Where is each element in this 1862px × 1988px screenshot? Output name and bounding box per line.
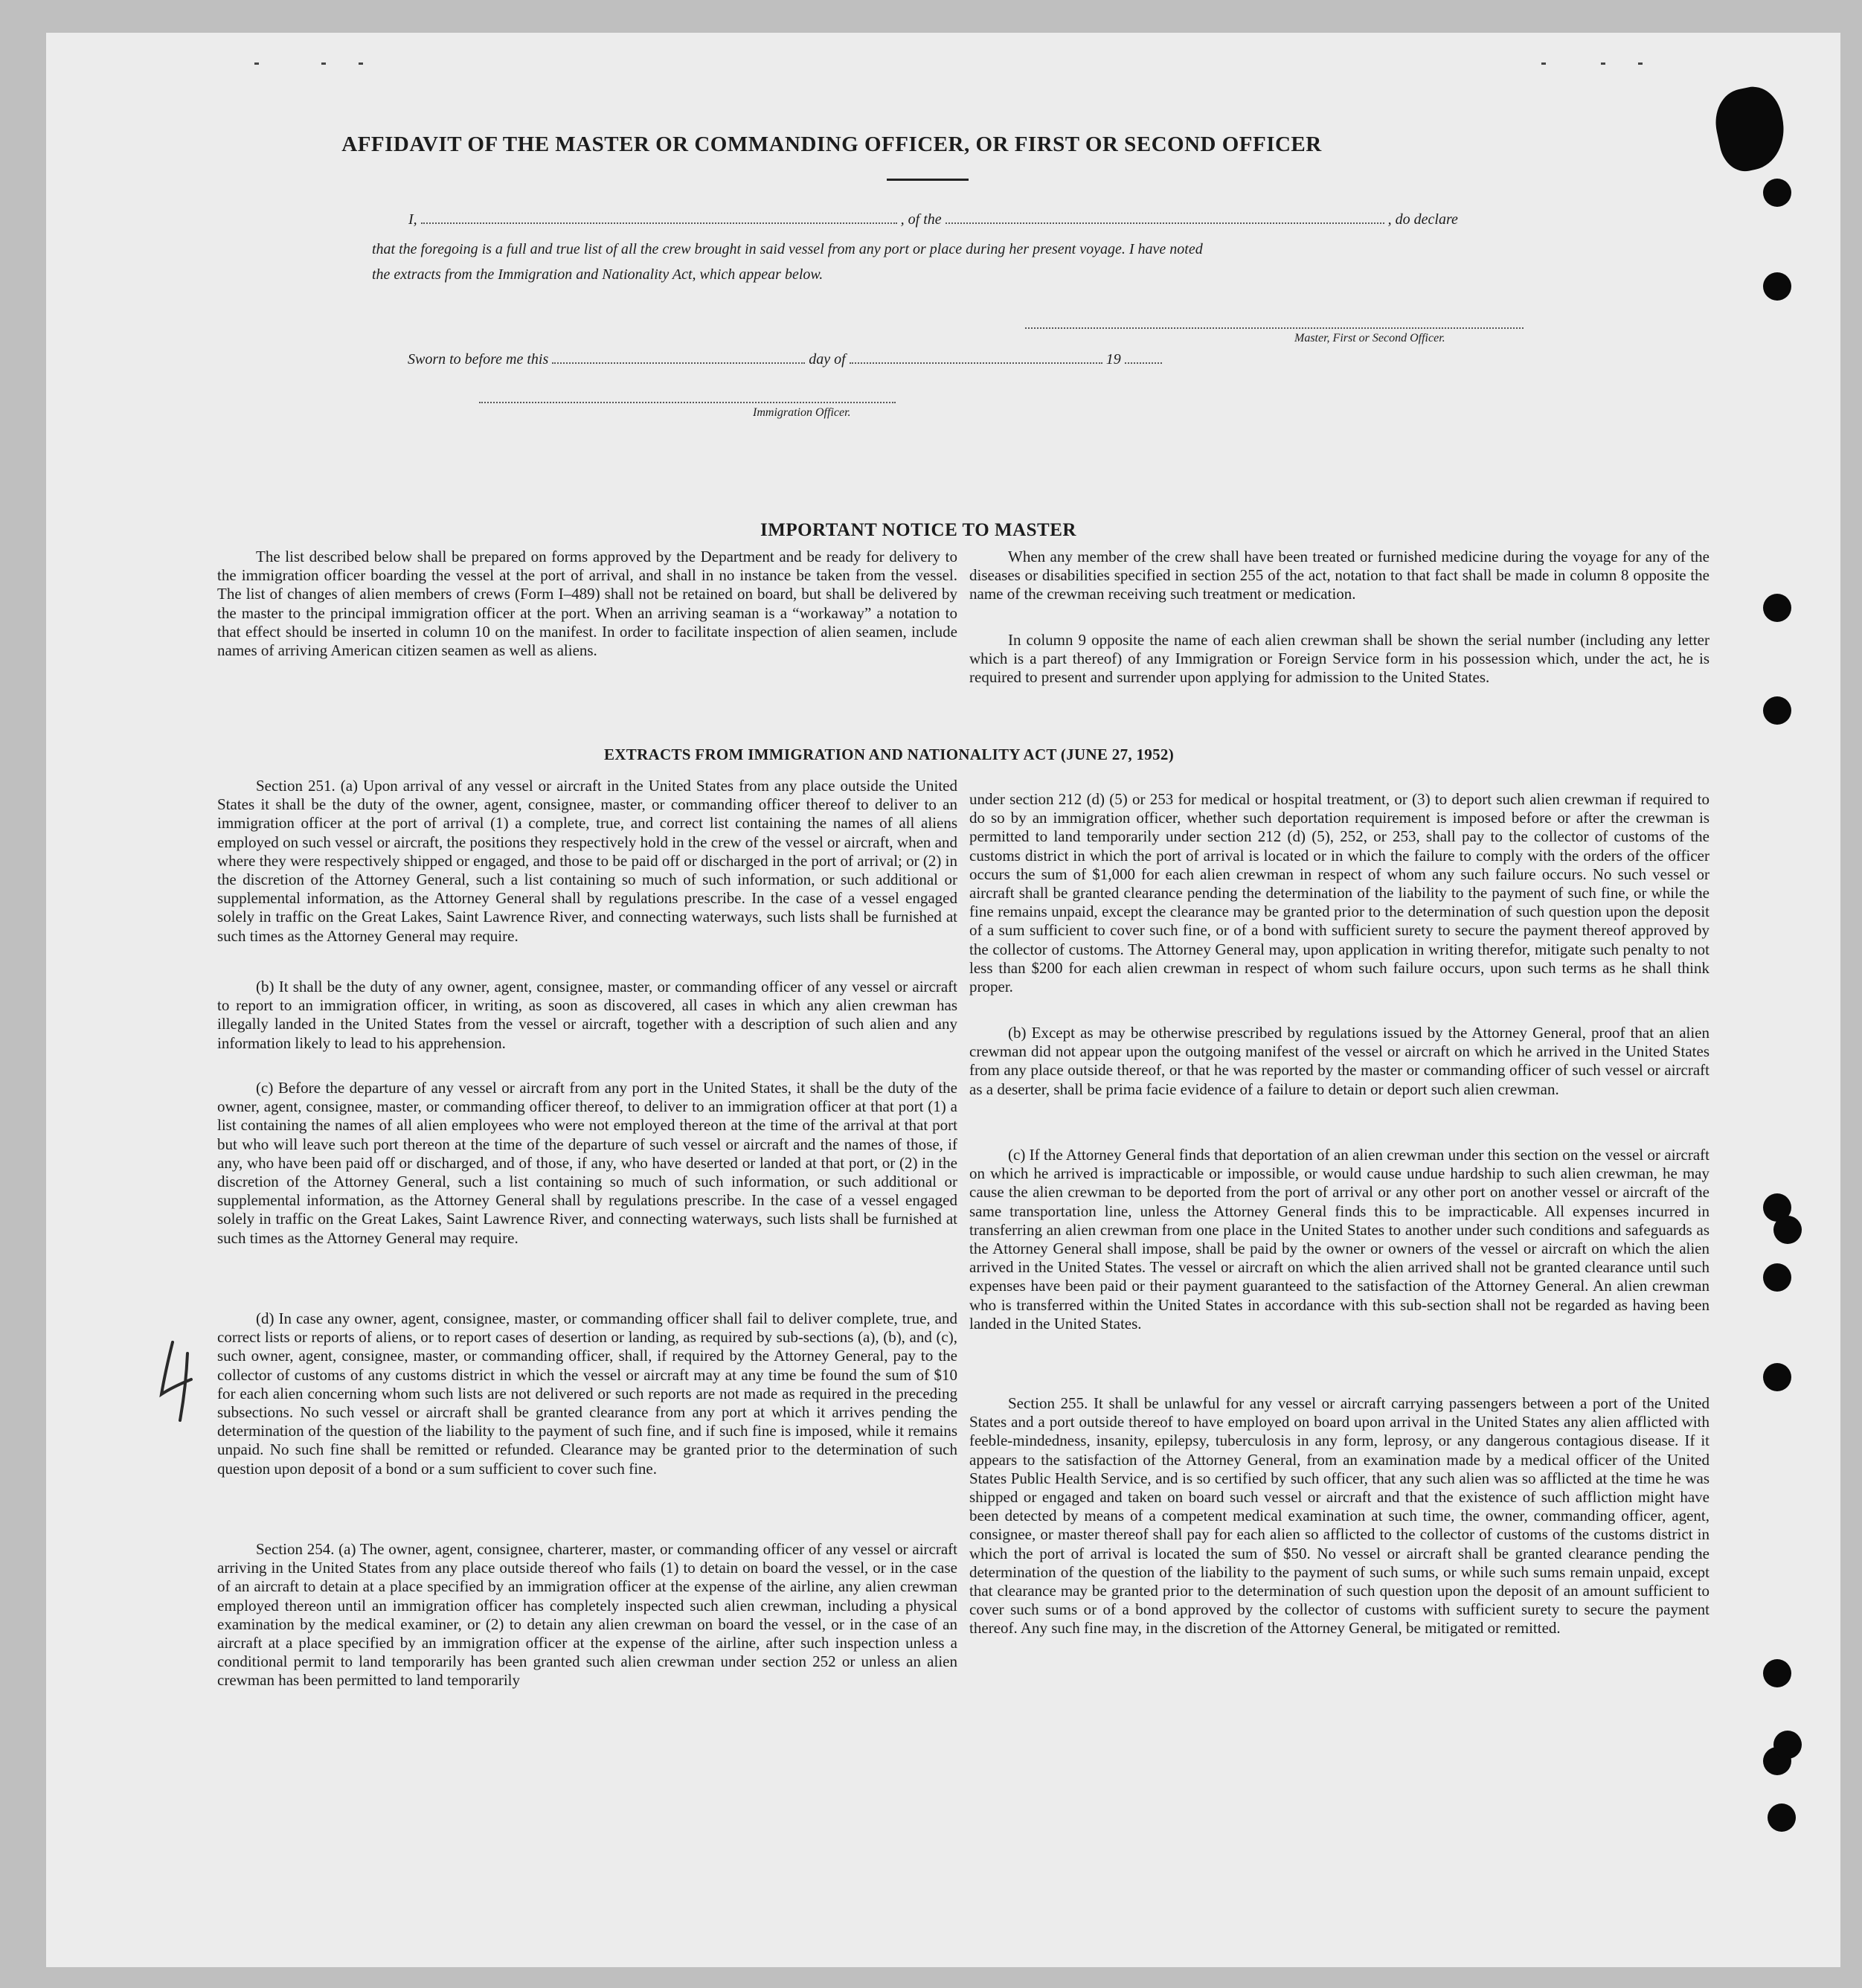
binder-hole — [1773, 1216, 1802, 1244]
binder-hole — [1763, 1659, 1791, 1687]
section-254c: (c) If the Attorney General finds that deportation of an alien crewman under this section on the vessel or aircraft on which he arrived is impracticable or impossible, or would cause undue hardship to such alien crewman, he may cause the alien crewman to be deported from the port of arrival or any other port on another vessel or aircraft of the same transportation line, unless the Attorney General finds this to be impracticable. All expenses incurred in transferring an alien crewman from one place in the United States to another under such conditions and safeguards as the Attorney General shall impose, shall be paid by the owner or owners of the vessel or aircraft on which the alien arrived in the United States. The vessel or aircraft on which the alien arrived shall not be granted clearance until such expenses have been paid or their payment guaranteed to the satisfaction of the Attorney General. An alien crewman who is transferred within the United States in accordance with this sub-section shall not be regarded as having been landed in the United States. — [969, 1146, 1709, 1333]
binder-hole — [1763, 1263, 1791, 1292]
sworn-text: Sworn to before me this — [408, 351, 549, 368]
vessel-blank — [946, 212, 1384, 224]
officer-signature-line — [479, 402, 896, 403]
section-251d: (d) In case any owner, agent, consignee, master, or commanding officer shall fail to deliver complete, true, and correct lists or reports of aliens, or to report cases of desertion or landing, as required by sub-sections (a), (b), and (c), such owner, agent, consignee, master, or commanding officer, shall, if required by the Attorney General, pay to the collector of customs of any customs district in which the vessel or aircraft may at any time be found the sum of $10 for each alien concerning whom such lists are not delivered or such reports are not made as required in the preceding subsections. No such vessel or aircraft shall be granted clearance from any port at which it arrives pending the determination of the question of the liability to the payment of such fine, and if such fine is imposed, while it remains unpaid. No such fine shall be remitted or refunded. Clearance may be granted prior to the determination of such question upon deposit of a bond or a sum sufficient to cover such fine. — [217, 1309, 957, 1478]
master-signature-line — [1025, 327, 1524, 329]
speck — [1541, 62, 1546, 65]
speck — [321, 62, 326, 65]
day-of-text: day of — [809, 351, 846, 368]
binder-hole — [1763, 179, 1791, 207]
section-251c: (c) Before the departure of any vessel or aircraft from any port in the United States, it shall be the duty of the owner, agent, consignee, master, or commanding officer thereof, to deliver to an immigration officer at that port (1) a list containing the names of all alien employees who were not employed thereon at the time of the arrival at that port but who will leave such port thereon at the time of the departure of such vessel or aircraft and the names of those, if any, who have been paid off or discharged, and of those, if any, who have deserted or landed at that port, or (2) in the discretion of the Attorney General, such a list containing so much of such information, or such additional or supplemental information, as the Attorney General shall by regulations prescribe. In the case of a vessel engaged solely in traffic on the Great Lakes, Saint Lawrence River, and connecting waterways, such lists shall be furnished at such times as the Attorney General may require. — [217, 1079, 957, 1247]
binder-hole — [1763, 594, 1791, 622]
year-blank — [1125, 352, 1162, 364]
binder-hole — [1763, 272, 1791, 301]
section-254a-continued: under section 212 (d) (5) or 253 for medical or hospital treatment, or (3) to deport such alien crewman if required to do so by an immigration officer, whether such deportation requirement is imposed before or after the crewman is permitted to land temporarily under section 212 (d) (5), 252, or 253, shall pay to the collector of customs of the customs district in which the port of arrival is located or in which the failure to comply with the orders of the officer occurs the sum of $1,000 for each alien crewman in respect of whom any such failure occurs. No such vessel or aircraft shall be granted clearance pending the determination of the liability to the payment of such fine, or while the fine remains unpaid, except the clearance may be granted prior to the determination of such question upon the deposit of a sum sufficient to cover such fine, or of a bond with sufficient surety to secure the payment thereof approved by the collector of customs. The Attorney General may, upon application in writing therefor, mitigate such penalty to not less than $200 for each alien crewman in respect of whom such failure occurs, upon such terms as he shall think proper. — [969, 790, 1709, 996]
officer-signature-label: Immigration Officer. — [753, 406, 851, 419]
name-blank — [421, 212, 897, 224]
declare-do: , do declare — [1387, 211, 1458, 228]
declaration-fill-line — [408, 211, 1569, 228]
month-blank — [850, 352, 1102, 364]
speck — [254, 62, 259, 65]
binder-hole — [1768, 1803, 1796, 1832]
affidavit-title: AFFIDAVIT OF THE MASTER OR COMMANDING OFFICER, OR FIRST OR SECOND OFFICER — [341, 132, 1322, 156]
notice-right-paragraph: When any member of the crew shall have been treated or furnished medicine during the voyage for any of the diseases or disabilities specified in section 255 of the act, notation to that fact shall be made in column 8 opposite the name of the crewman receiving such treatment or medication. — [969, 548, 1709, 603]
section-254b: (b) Except as may be otherwise prescribed by regulations issued by the Attorney General, proof that an alien crewman did not appear upon the outgoing manifest of the vessel or aircraft on which he arrived in the United States from any place outside thereof, or that he was reported by the master or commanding officer of such vessel or aircraft as a deserter, shall be prima facie evidence of a failure to detain or deport such alien crewman. — [969, 1024, 1709, 1098]
declaration-line: that the foregoing is a full and true list of all the crew brought in said vessel from any port or place during her present voyage. I have noted — [372, 241, 1203, 257]
declare-of-the: , of the — [900, 211, 942, 228]
section-251a: Section 251. (a) Upon arrival of any vessel or aircraft in the United States from any place outside the United States it shall be the duty of the owner, agent, consignee, master, or commanding officer thereof to deliver to an immigration officer at the port of arrival (1) a complete, true, and correct list containing the names of all aliens employed on such vessel or aircraft, the positions they respectively hold in the crew of the vessel or aircraft, when and where they were respectively shipped or engaged, and those to be paid off or discharged in the port of arrival; or (2) in the discretion of the Attorney General, such a list containing so much of such information, or such additional or supplemental information, as the Attorney General shall by regulations prescribe. In the case of a vessel engaged solely in traffic on the Great Lakes, Saint Lawrence River, and connecting waterways, such lists shall be furnished at such times as the Attorney General may require. — [217, 777, 957, 945]
notice-right-paragraph: In column 9 opposite the name of each alien crewman shall be shown the serial number (including any letter which is a part thereof) of any Immigration or Foreign Service form in his possession which, under the act, he is required to present and surrender upon applying for admission to the United States. — [969, 631, 1709, 687]
year-prefix: 19 — [1105, 351, 1121, 368]
binder-hole — [1773, 1731, 1802, 1759]
ink-blot — [1709, 82, 1792, 176]
binder-hole — [1763, 1363, 1791, 1391]
section-254a: Section 254. (a) The owner, agent, consignee, charterer, master, or commanding officer of any vessel or aircraft arriving in the United States from any place outside thereof who fails (1) to detain on board the vessel, or in the case of an aircraft to detain at a place specified by an immigration officer at the expense of the airline, any alien crewman employed thereon until an immigration officer has completely inspected such alien crewman, including a physical examination by the medical examiner, or (2) to detain any alien crewman on board the vessel, or in the case of an aircraft at a place specified by an immigration officer at the expense of the airline, after such inspection unless a conditional permit to land temporarily has been granted such alien crewman under section 252 or unless an alien crewman has been permitted to land temporarily — [217, 1540, 957, 1690]
speck — [1601, 62, 1605, 65]
sworn-date-blank — [552, 352, 805, 364]
binder-hole — [1763, 696, 1791, 725]
master-signature-label: Master, First or Second Officer. — [1294, 332, 1445, 344]
section-255: Section 255. It shall be unlawful for any vessel or aircraft carrying passengers between a port of the United States and a port outside thereof to have employed on board upon arrival in the United States any alien afflicted with feeble-mindedness, insanity, epilepsy, tuberculosis in any form, leprosy, or any dangerous contagious disease. If it appears to the satisfaction of the Attorney General, from an examination made by a medical officer of the United States Public Health Service, and is so certified by such officer, that any such alien was so afflicted at the time he was shipped or engaged and taken on board such vessel or aircraft and that the existence of such affliction might have been detected by means of a competent medical examination at such time, the owner, commanding officer, agent, consignee, or master thereof shall pay for each alien so afflicted to the collector of customs of the customs district in which the port of arrival is located the sum of $50. No vessel or aircraft shall be granted clearance pending the determination of the question of the liability to the payment of such sums, or while such sums remain unpaid, except that clearance may be granted prior to the determination of such question upon the deposit of an amount sufficient to cover such sums or of a bond approved by the collector of customs with sufficient surety to secure the payment thereof. Any such fine may, in the discretion of the Attorney General, be mitigated or remitted. — [969, 1394, 1709, 1638]
title-rule — [887, 179, 969, 181]
declaration-line: the extracts from the Immigration and Nationality Act, which appear below. — [372, 266, 824, 283]
extracts-title: EXTRACTS FROM IMMIGRATION AND NATIONALITY ACT (JUNE 27, 1952) — [604, 746, 1174, 763]
notice-title: IMPORTANT NOTICE TO MASTER — [760, 520, 1076, 540]
notice-left-paragraph: The list described below shall be prepared on forms approved by the Department and be ready for delivery to the immigration officer boarding the vessel at the port of arrival, and shall in no instance be taken from the vessel. The list of changes of alien members of crews (Form I–489) shall not be retained on board, but shall be delivered by the master to the principal immigration officer at the port. When an arriving seaman is a “workaway” a notation to that effect should be inserted in column 10 on the manifest. In order to facilitate inspection of alien seamen, include names of arriving American citizen seamen as well as aliens. — [217, 548, 957, 660]
section-251b: (b) It shall be the duty of any owner, agent, consignee, master, or commanding officer of any vessel or aircraft to report to an immigration officer, in writing, as soon as discovered, all cases in which any alien crewman has illegally landed in the United States from the vessel or aircraft, together with a description of such alien and any information likely to lead to his apprehension. — [217, 978, 957, 1052]
handwritten-mark — [150, 1335, 217, 1424]
sworn-line — [408, 351, 1568, 368]
declare-i: I, — [408, 211, 417, 228]
speck — [359, 62, 363, 65]
speck — [1638, 62, 1643, 65]
document-page — [46, 33, 1840, 1967]
